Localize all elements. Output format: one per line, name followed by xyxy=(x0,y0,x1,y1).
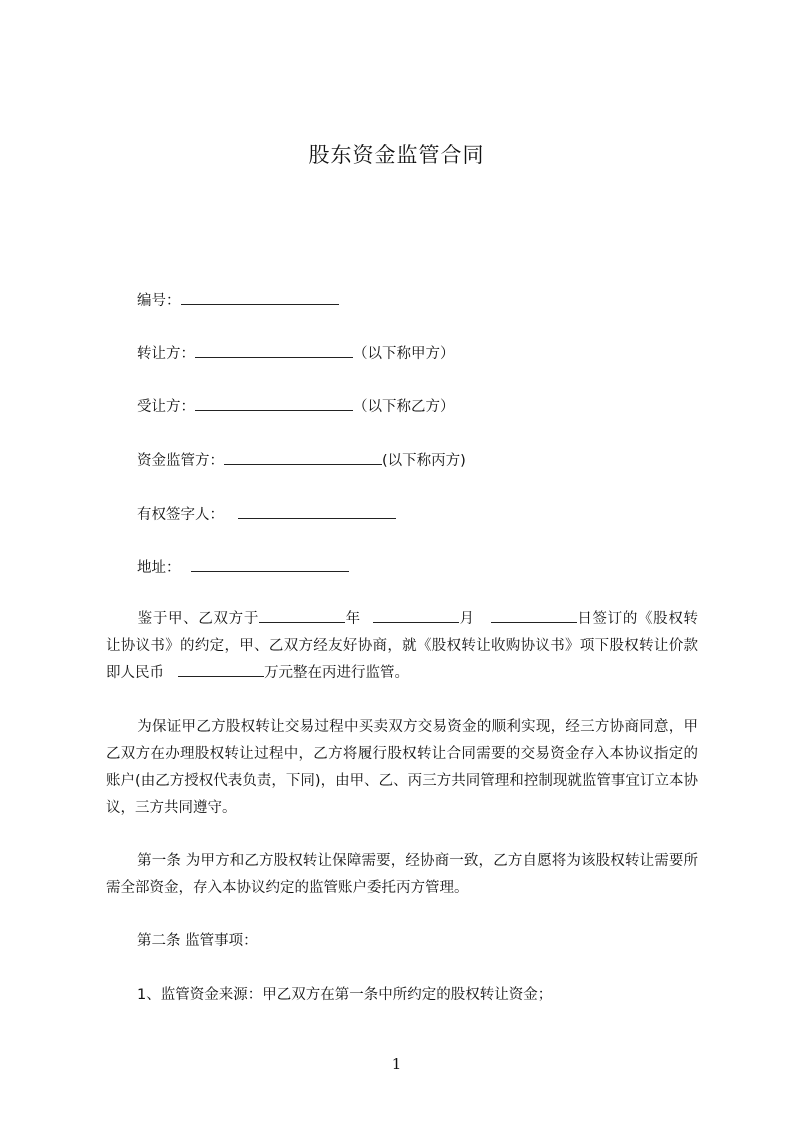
article-two-text: 第二条 监管事项： xyxy=(137,933,258,949)
amount-blank xyxy=(178,662,264,677)
address-blank xyxy=(191,557,349,572)
transferee-field xyxy=(137,396,455,418)
transferor-label: 转让方： xyxy=(137,346,195,362)
signatory-label: 有权签字人： xyxy=(137,507,224,523)
transferor-blank xyxy=(195,343,353,358)
day-blank xyxy=(491,608,577,623)
number-field xyxy=(137,290,339,312)
number-blank xyxy=(181,290,339,305)
article-two-item-one xyxy=(106,982,698,1009)
number-label: 编号： xyxy=(137,293,181,309)
year-blank xyxy=(259,608,345,623)
document-title: 股东资金监管合同 xyxy=(308,143,485,167)
article-one-text: 第一条 为甲方和乙方股权转让保障需要，经协商一致，乙方自愿将为该股权转让需要所需全部资金，存入本协议约定的监管账户委托丙方管理。 xyxy=(106,853,698,896)
recital-text-2: 年 xyxy=(345,611,361,627)
recital-paragraph xyxy=(106,606,698,687)
transferor-suffix: （以下称甲方） xyxy=(353,346,455,362)
signatory-field xyxy=(137,504,396,526)
signatory-blank xyxy=(238,504,396,519)
transferee-suffix: （以下称乙方） xyxy=(353,399,455,415)
article-one-paragraph xyxy=(106,848,698,902)
supervisor-suffix: (以下称丙方) xyxy=(382,453,466,469)
transferee-label: 受让方： xyxy=(137,399,195,415)
recital-text-5: 万元整在丙进行监管。 xyxy=(264,665,409,681)
month-blank xyxy=(373,608,459,623)
recital-text-3: 月 xyxy=(458,611,475,627)
supervisor-blank xyxy=(224,450,382,465)
page-number: 1 xyxy=(391,1055,402,1073)
recital-text-1: 鉴于甲、乙双方于 xyxy=(137,611,259,627)
supervisor-label: 资金监管方： xyxy=(137,453,224,469)
address-label: 地址： xyxy=(137,560,181,576)
article-two-heading xyxy=(106,928,698,955)
recital-text-4: 日签订的《股权转让协议书》的约定，甲、乙双方经友好协商，就《股权转让收购协议书》项下股权转让价款即人民币 xyxy=(106,611,699,681)
transferor-field xyxy=(137,343,455,365)
purpose-text: 为保证甲乙方股权转让交易过程中买卖双方交易资金的顺利实现，经三方协商同意，甲乙双方在办理股权转让过程中，乙方将履行股权转让合同需要的交易资金存入本协议指定的账户(由乙方授权代表负责，下同)，由甲、乙、丙三方共同管理和控制现就监管事宜订立本协议，三方共同遵守。 xyxy=(106,719,698,816)
transferee-blank xyxy=(195,396,353,411)
item-one-text: 1、监管资金来源：甲乙双方在第一条中所约定的股权转让资金； xyxy=(137,987,553,1003)
purpose-paragraph xyxy=(106,714,698,822)
supervisor-field xyxy=(137,450,466,472)
address-field xyxy=(137,557,349,579)
